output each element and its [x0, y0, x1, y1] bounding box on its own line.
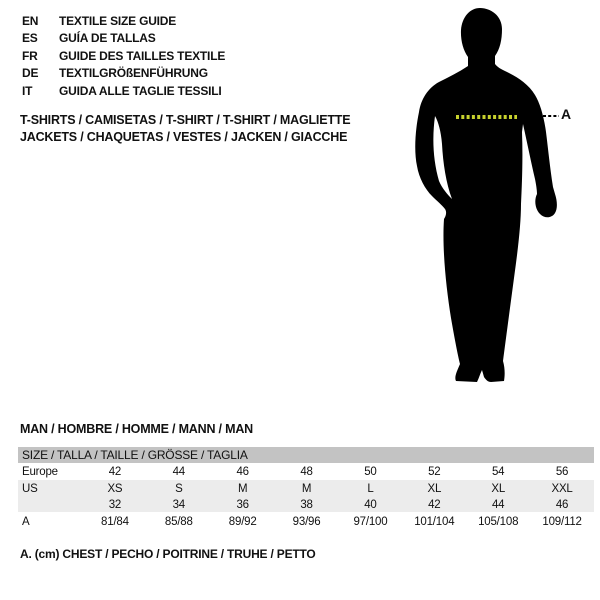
size-cell: 50 [339, 463, 403, 480]
size-cell: 40 [339, 497, 403, 512]
size-cell: 48 [275, 463, 339, 480]
size-cell: 93/96 [275, 512, 339, 532]
row-label: A [18, 512, 83, 532]
size-cell: XL [402, 480, 466, 497]
language-code: DE [22, 66, 39, 81]
table-row-us-numbers [18, 497, 594, 512]
language-title: TEXTILE SIZE GUIDE [59, 14, 177, 28]
row-label: US [18, 480, 83, 497]
language-code: FR [22, 48, 38, 63]
language-code: ES [22, 31, 38, 46]
language-title: GUIDE DES TAILLES TEXTILE [59, 48, 226, 63]
size-cell: 42 [402, 497, 466, 512]
garment-types-line2: JACKETS / CHAQUETAS / VESTES / JACKEN / GIACCHE [20, 130, 348, 144]
size-cell: 46 [530, 497, 594, 512]
size-cell: XXL [530, 480, 594, 497]
size-cell: 36 [211, 497, 275, 512]
table-row-chest-cm [18, 512, 594, 532]
size-cell: 101/104 [402, 512, 466, 532]
measure-label-a: A [561, 106, 572, 122]
size-cell: 89/92 [211, 512, 275, 532]
garment-types-line1: T-SHIRTS / CAMISETAS / T-SHIRT / T-SHIRT / MAGLIETTE [20, 113, 351, 127]
size-cell: 38 [275, 497, 339, 512]
language-code: EN [22, 14, 39, 28]
size-cell: XL [466, 480, 530, 497]
table-row-europe [18, 463, 594, 480]
size-cell: 97/100 [339, 512, 403, 532]
section-heading-man: MAN / HOMBRE / HOMME / MANN / MAN [20, 422, 253, 436]
size-table-header-row [18, 447, 594, 463]
size-cell: L [339, 480, 403, 497]
table-row-us-letters [18, 480, 594, 497]
language-title: TEXTILGRÖßENFÜHRUNG [59, 66, 208, 81]
size-cell: 42 [83, 463, 147, 480]
size-table [18, 447, 594, 532]
size-cell: 44 [147, 463, 211, 480]
size-cell: 85/88 [147, 512, 211, 532]
size-cell: 81/84 [83, 512, 147, 532]
language-title: GUÍA DE TALLAS [59, 31, 156, 46]
size-cell: S [147, 480, 211, 497]
size-cell: M [275, 480, 339, 497]
language-code: IT [22, 83, 33, 98]
size-cell: M [211, 480, 275, 497]
size-cell: XS [83, 480, 147, 497]
size-cell: 46 [211, 463, 275, 480]
size-cell: 109/112 [530, 512, 594, 532]
size-cell: 56 [530, 463, 594, 480]
size-cell: 44 [466, 497, 530, 512]
size-cell: 32 [83, 497, 147, 512]
man-silhouette [415, 8, 557, 382]
measurement-footnote: A. (cm) CHEST / PECHO / POITRINE / TRUHE / PETTO [20, 547, 316, 561]
size-cell: 105/108 [466, 512, 530, 532]
size-cell: 54 [466, 463, 530, 480]
size-table-header: SIZE / TALLA / TAILLE / GRÖSSE / TAGLIA [18, 447, 594, 463]
size-cell: 34 [147, 497, 211, 512]
language-title: GUIDA ALLE TAGLIE TESSILI [59, 83, 222, 98]
row-label [18, 497, 83, 512]
size-cell: 52 [402, 463, 466, 480]
row-label: Europe [18, 463, 83, 480]
